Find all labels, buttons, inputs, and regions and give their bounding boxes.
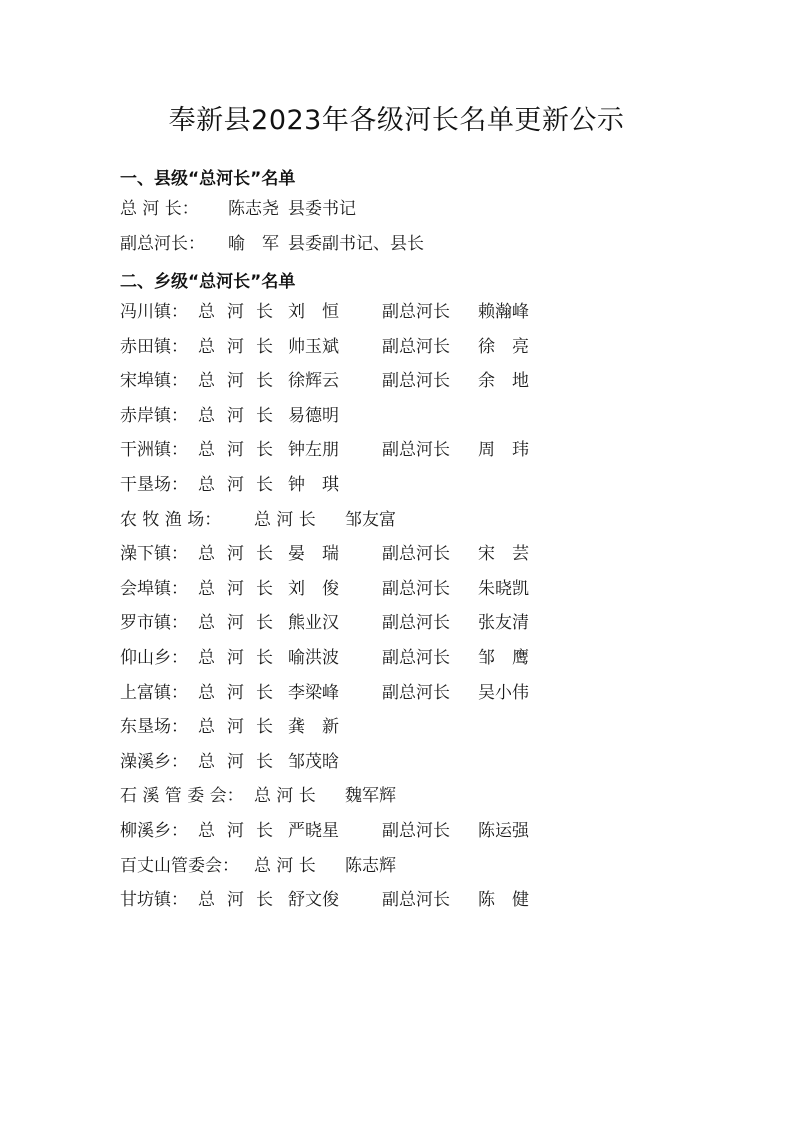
chief-role-label: 总河长	[198, 475, 285, 495]
section-heading-county: 一、县级“总河长”名单	[120, 169, 296, 189]
township-name: 干洲镇：	[120, 440, 188, 461]
deputy-name: 邹鹰	[478, 648, 546, 668]
deputy-role-label: 副总河长	[382, 890, 450, 911]
chief-name: 舒文俊	[288, 890, 339, 911]
chief-role-label: 总河长	[198, 371, 285, 392]
deputy-name: 徐亮	[478, 336, 546, 357]
person-name: 喻 军	[228, 234, 279, 254]
role-label: 总 河 长：	[120, 199, 199, 219]
chief-role-label: 总河长	[198, 544, 285, 565]
township-name: 石 溪 管 委 会：	[120, 786, 244, 807]
chief-name: 徐辉云	[288, 371, 339, 392]
deputy-name: 赖瀚峰	[478, 302, 529, 322]
township-name: 宋埠镇：	[120, 371, 188, 392]
township-name: 仰山乡：	[120, 648, 188, 668]
chief-name: 易德明	[288, 405, 339, 426]
deputy-role-label: 副总河长	[382, 682, 450, 703]
chief-name: 熊业汉	[288, 613, 339, 634]
deputy-name: 陈健	[478, 890, 546, 911]
chief-name: 严晓星	[288, 821, 339, 841]
deputy-name: 张友清	[478, 613, 529, 634]
township-name: 东垦场：	[120, 717, 188, 738]
chief-role-label: 总 河 长	[254, 786, 316, 807]
township-name: 会埠镇：	[120, 578, 188, 599]
person-post: 县委书记	[288, 199, 356, 219]
chief-role-label: 总河长	[198, 302, 285, 322]
township-name: 冯川镇：	[120, 302, 188, 322]
deputy-role-label: 副总河长	[382, 544, 450, 565]
deputy-name: 余地	[478, 371, 546, 392]
township-name: 澡下镇：	[120, 544, 188, 565]
chief-name: 邹友富	[345, 509, 396, 530]
chief-role-label: 总河长	[198, 405, 285, 426]
township-name: 柳溪乡：	[120, 821, 188, 841]
role-label: 副总河长：	[120, 234, 205, 254]
deputy-role-label: 副总河长	[382, 648, 450, 668]
chief-name: 钟琪	[288, 475, 356, 495]
chief-name: 帅玉斌	[288, 336, 339, 357]
page-title: 奉新县2023年各级河长名单更新公示	[168, 105, 625, 136]
chief-role-label: 总 河 长	[254, 509, 316, 530]
township-name: 赤岸镇：	[120, 405, 188, 426]
township-name: 澡溪乡：	[120, 751, 188, 772]
deputy-role-label: 副总河长	[382, 821, 450, 841]
deputy-name: 朱晓凯	[478, 578, 529, 599]
deputy-role-label: 副总河长	[382, 302, 450, 322]
person-name: 陈志尧	[228, 199, 279, 219]
chief-role-label: 总河长	[198, 717, 285, 738]
section-heading-township: 二、乡级“总河长”名单	[120, 272, 296, 292]
person-post: 县委副书记、县长	[288, 234, 424, 254]
deputy-name: 宋芸	[478, 544, 546, 565]
deputy-role-label: 副总河长	[382, 440, 450, 461]
township-name: 赤田镇：	[120, 336, 188, 357]
deputy-name: 周玮	[478, 440, 546, 461]
township-name: 干垦场：	[120, 475, 188, 495]
chief-name: 刘恒	[288, 302, 356, 322]
chief-role-label: 总河长	[198, 648, 285, 668]
deputy-name: 陈运强	[478, 821, 529, 841]
chief-name: 晏瑞	[288, 544, 356, 565]
chief-role-label: 总河长	[198, 440, 285, 461]
chief-name: 刘俊	[288, 578, 356, 599]
township-name: 百丈山管委会：	[120, 855, 239, 876]
township-name: 农 牧 渔 场：	[120, 509, 222, 530]
chief-name: 喻洪波	[288, 648, 339, 668]
chief-name: 钟左朋	[288, 440, 339, 461]
deputy-role-label: 副总河长	[382, 336, 450, 357]
deputy-role-label: 副总河长	[382, 578, 450, 599]
township-name: 甘坊镇：	[120, 890, 188, 911]
township-name: 上富镇：	[120, 682, 188, 703]
deputy-name: 吴小伟	[478, 682, 529, 703]
chief-name: 李梁峰	[288, 682, 339, 703]
chief-role-label: 总河长	[198, 890, 285, 911]
chief-role-label: 总河长	[198, 336, 285, 357]
deputy-role-label: 副总河长	[382, 613, 450, 634]
chief-role-label: 总河长	[198, 578, 285, 599]
chief-name: 邹茂晗	[288, 751, 339, 772]
chief-name: 魏军辉	[345, 786, 396, 807]
chief-role-label: 总 河 长	[254, 855, 316, 876]
chief-name: 龚新	[288, 717, 356, 738]
deputy-role-label: 副总河长	[382, 371, 450, 392]
township-name: 罗市镇：	[120, 613, 188, 634]
chief-role-label: 总河长	[198, 682, 285, 703]
chief-role-label: 总河长	[198, 821, 285, 841]
chief-name: 陈志辉	[345, 855, 396, 876]
chief-role-label: 总河长	[198, 613, 285, 634]
chief-role-label: 总河长	[198, 751, 285, 772]
